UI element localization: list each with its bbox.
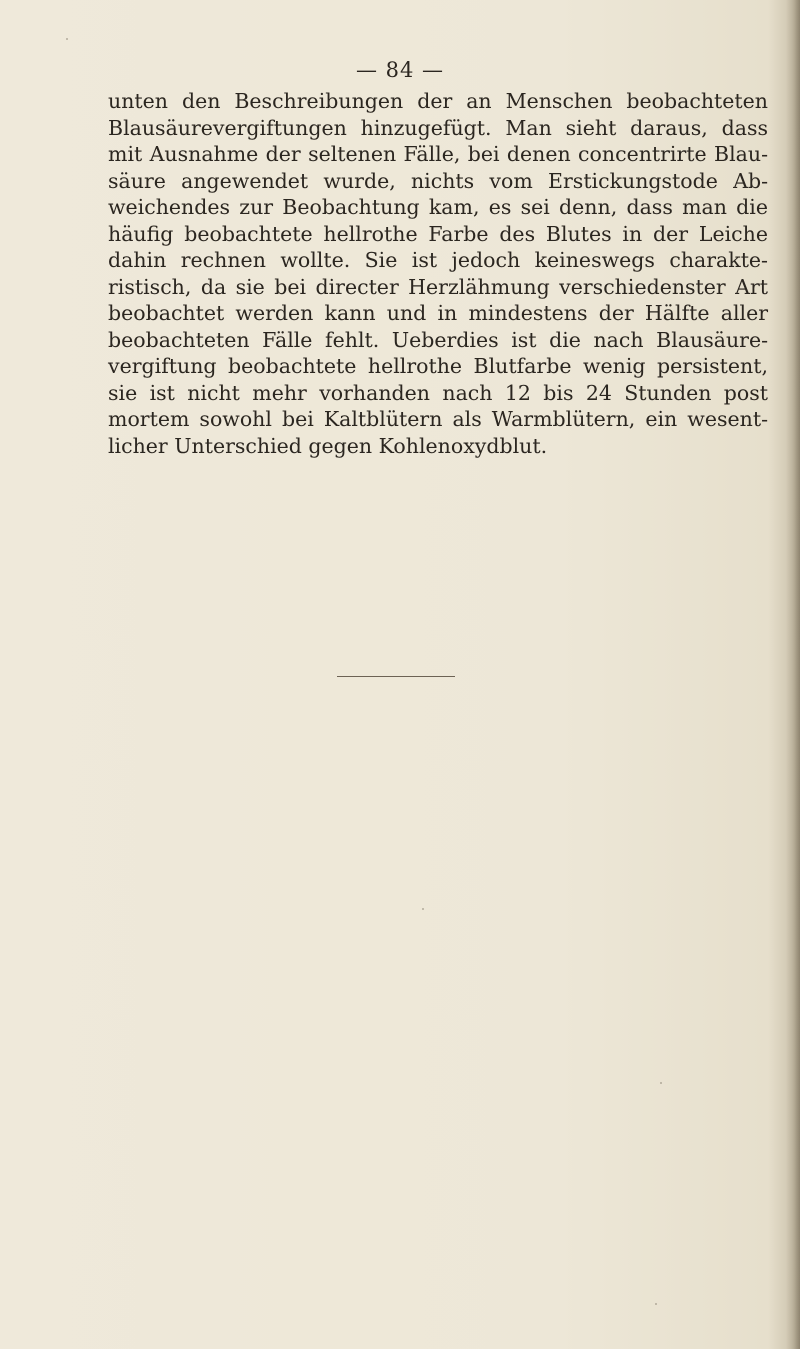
paper-speck — [660, 1082, 662, 1084]
text-line: beobachteten Fälle fehlt. Ueberdies ist die nach Blausäure- — [108, 327, 768, 352]
page-number: — 84 — — [355, 58, 445, 82]
paper-speck — [422, 908, 424, 910]
text-line: beobachtet werden kann und in mindestens der Hälfte aller — [108, 301, 768, 325]
text-line: sie ist nicht mehr vorhanden nach 12 bis 24 Stunden post — [108, 380, 768, 405]
paper-speck — [66, 38, 68, 40]
text-line: vergiftung beobachtete hellrothe Blutfarbe wenig persistent, — [108, 354, 768, 378]
text-line: weichendes zur Beobachtung kam, es sei denn, dass man die — [108, 195, 768, 219]
page-edge-shadow — [786, 0, 800, 1349]
text-line: mit Ausnahme der seltenen Fälle, bei denen concentrirte Blau- — [108, 142, 768, 166]
text-line: säure angewendet wurde, nichts vom Erstickungstode Ab- — [108, 168, 768, 193]
section-divider — [337, 676, 455, 677]
text-line: mortem sowohl bei Kaltblütern als Warmblütern, ein wesent- — [108, 407, 768, 431]
body-paragraph — [108, 88, 768, 459]
paper-speck — [655, 1303, 657, 1305]
text-line: unten den Beschreibungen der an Menschen beobachteten — [108, 89, 768, 113]
text-line: ristisch, da sie bei directer Herzlähmung verschiedenster Art — [108, 274, 768, 299]
text-line: häufig beobachtete hellrothe Farbe des Blutes in der Leiche — [108, 221, 768, 246]
text-line: licher Unterschied gegen Kohlenoxydblut. — [108, 433, 548, 458]
text-line: Blausäurevergiftungen hinzugefügt. Man sieht daraus, dass — [108, 115, 768, 140]
text-line: dahin rechnen wollte. Sie ist jedoch keineswegs charakte- — [108, 248, 768, 272]
